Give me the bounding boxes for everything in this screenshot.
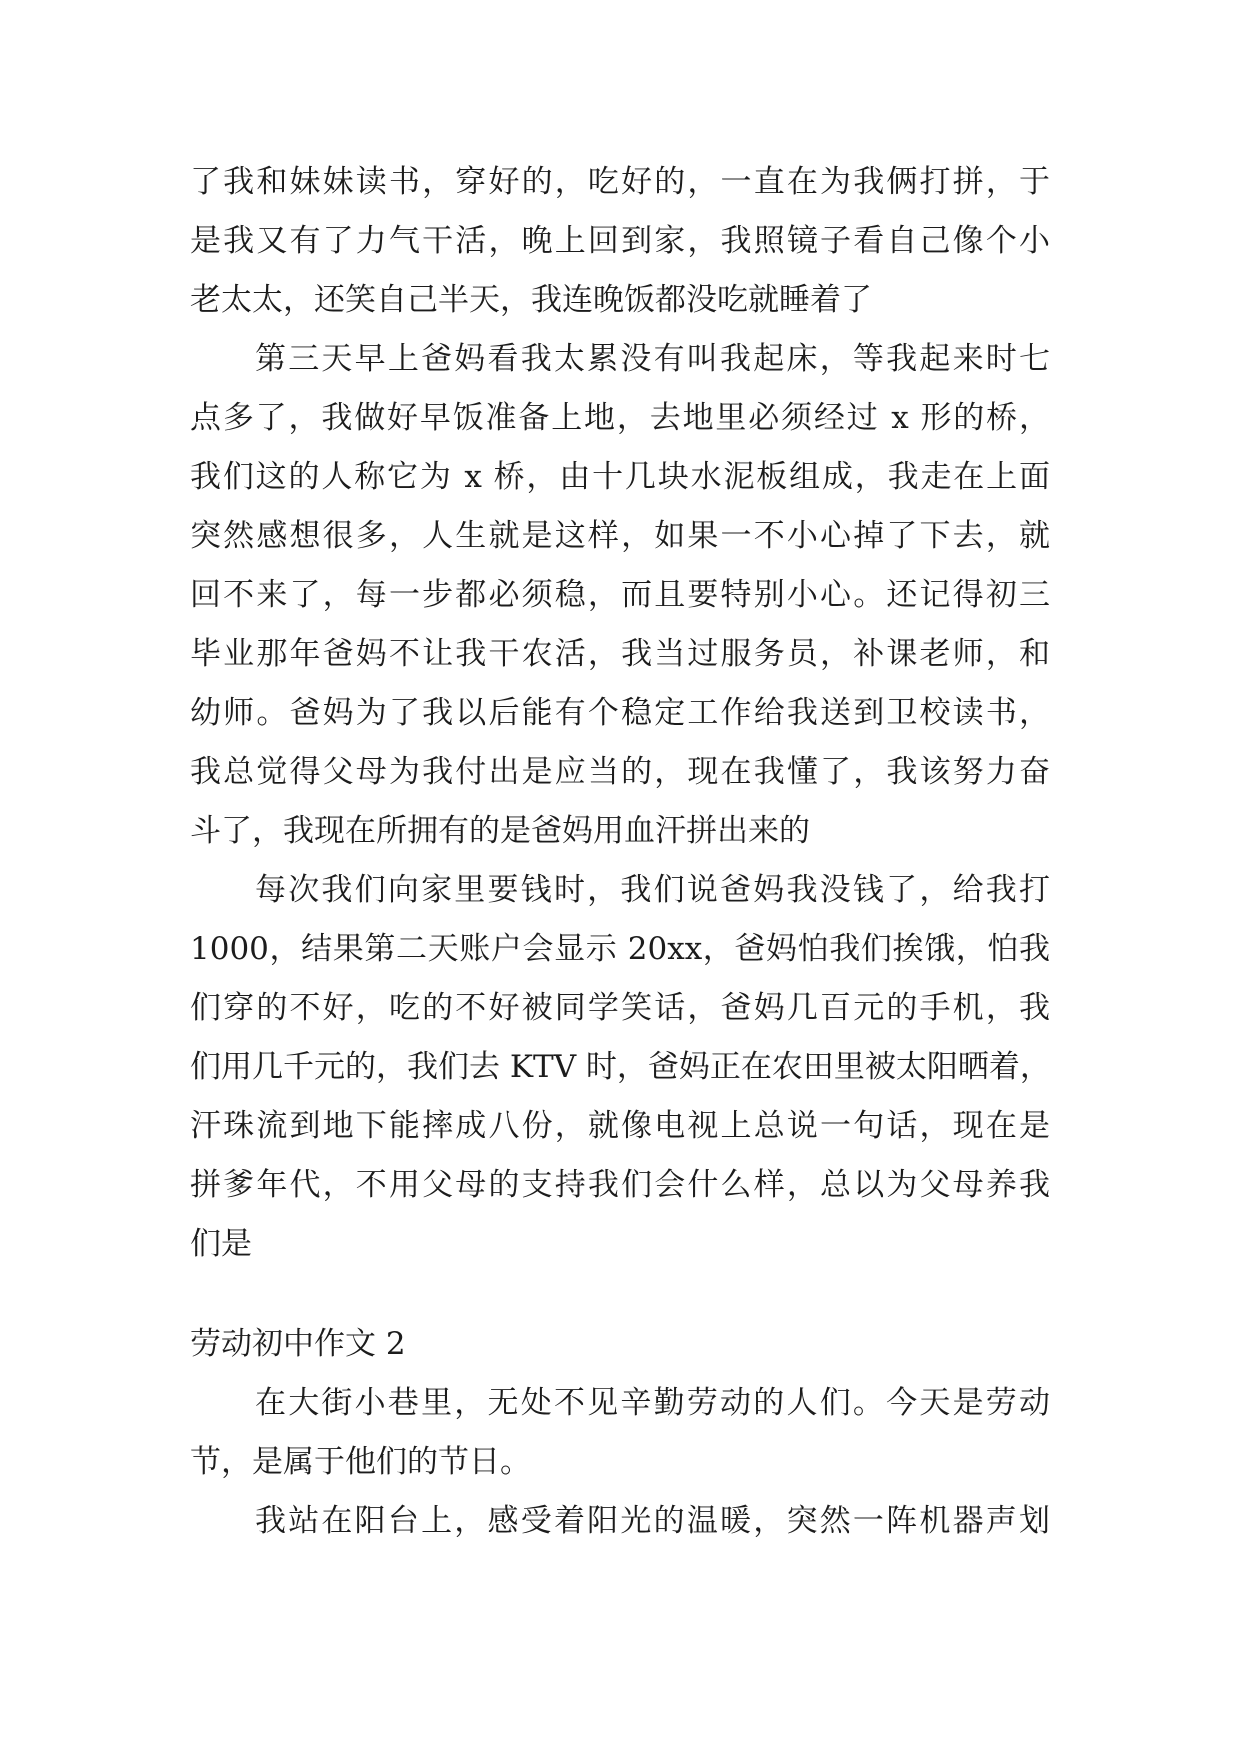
text-line: 回不来了，每一步都必须稳，而且要特别小心。还记得初三 bbox=[190, 577, 1050, 613]
paragraph-first-line: 每次我们向家里要钱时，我们说爸妈我没钱了，给我打 bbox=[255, 872, 1050, 908]
text-line: 点多了，我做好早饭准备上地，去地里必须经过 x 形的桥， bbox=[190, 400, 1050, 436]
section-heading: 劳动初中作文 2 bbox=[190, 1326, 406, 1362]
text-line: 了我和妹妹读书，穿好的，吃好的，一直在为我俩打拼，于 bbox=[190, 164, 1050, 200]
paragraph-first-line: 第三天早上爸妈看我太累没有叫我起床，等我起来时七 bbox=[255, 341, 1050, 377]
text-line: 幼师。爸妈为了我以后能有个稳定工作给我送到卫校读书， bbox=[190, 695, 1050, 731]
paragraph-first-line: 在大街小巷里，无处不见辛勤劳动的人们。今天是劳动 bbox=[255, 1385, 1050, 1421]
text-line: 1000，结果第二天账户会显示 20xx，爸妈怕我们挨饿，怕我 bbox=[190, 931, 1050, 967]
text-line: 斗了，我现在所拥有的是爸妈用血汗拼出来的 bbox=[190, 813, 810, 849]
text-line: 们用几千元的，我们去 KTV 时，爸妈正在农田里被太阳晒着， bbox=[190, 1049, 1051, 1085]
text-line: 突然感想很多，人生就是这样，如果一不小心掉了下去，就 bbox=[190, 518, 1050, 554]
text-line: 毕业那年爸妈不让我干农活，我当过服务员，补课老师，和 bbox=[190, 636, 1050, 672]
text-line: 我们这的人称它为 x 桥，由十几块水泥板组成，我走在上面 bbox=[190, 459, 1050, 495]
text-line: 节，是属于他们的节日。 bbox=[190, 1444, 531, 1480]
text-line: 们穿的不好，吃的不好被同学笑话，爸妈几百元的手机，我 bbox=[190, 990, 1050, 1026]
text-line: 我总觉得父母为我付出是应当的，现在我懂了，我该努力奋 bbox=[190, 754, 1050, 790]
paragraph-first-line: 我站在阳台上，感受着阳光的温暖，突然一阵机器声划 bbox=[255, 1503, 1050, 1539]
text-line: 汗珠流到地下能摔成八份，就像电视上总说一句话，现在是 bbox=[190, 1108, 1050, 1144]
text-line: 拼爹年代，不用父母的支持我们会什么样，总以为父母养我 bbox=[190, 1167, 1050, 1203]
text-line: 是我又有了力气干活，晚上回到家，我照镜子看自己像个小 bbox=[190, 223, 1050, 259]
text-line: 老太太，还笑自己半天，我连晚饭都没吃就睡着了 bbox=[190, 282, 872, 318]
text-line: 们是 bbox=[190, 1226, 252, 1262]
